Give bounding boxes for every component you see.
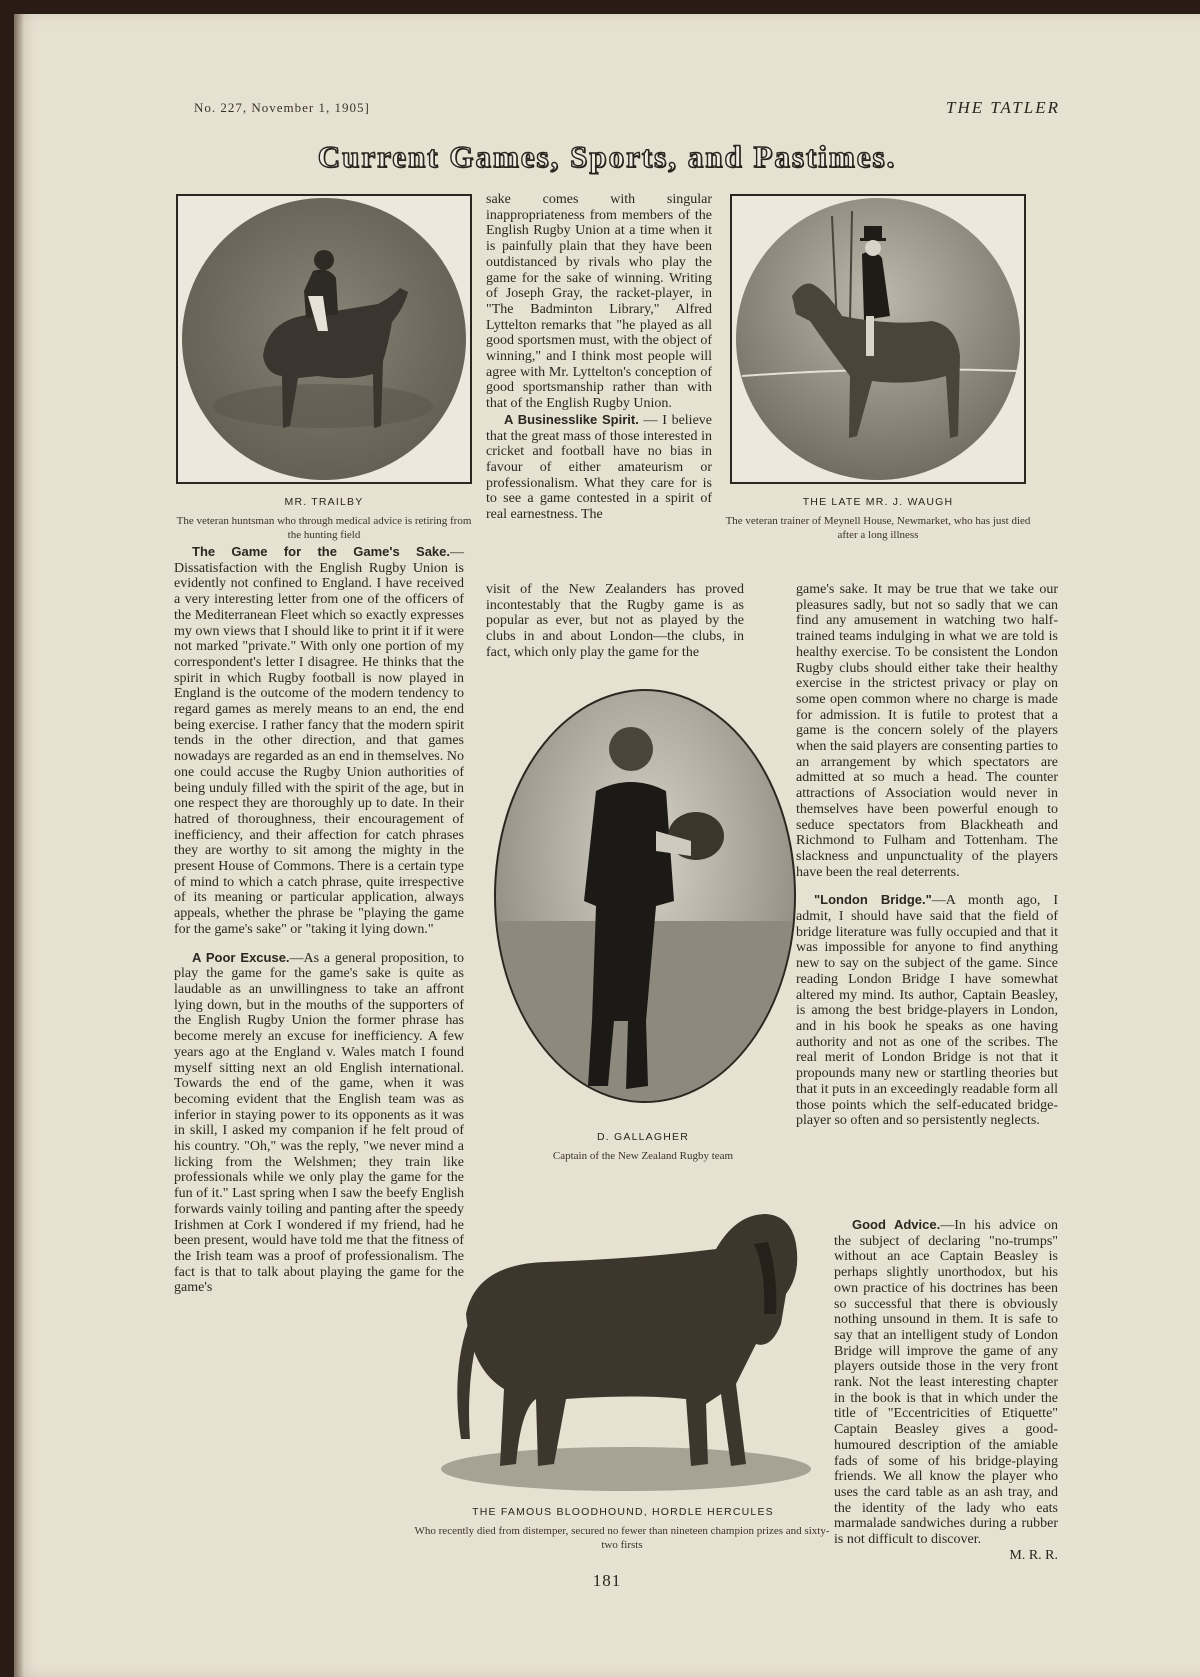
trailby-photo (176, 194, 472, 484)
gallagher-name: D. GALLAGHER (596, 1131, 689, 1143)
article-paragraph: —Dissatisfaction with the English Rugby Union is evidently not confined to England. I have received a very interesting letter from one of the officers of the Mediterranean Fleet which so exactly expresses my own views that I should like to print it if it were not marked "private." With only one portion of my correspondent's letter I disagree. He thinks that the spirit in which Rugby football is now played in England is the outcome of the modern tendency to regard games as merely means to an end, the end being exercise. I rather fancy that the modern spirit tends in the other direction, and that games nowadays are regarded as an end in themselves. No one could accuse the Rugby Union authorities of being unduly filled with the spirit of the age, but in one respect they are thoroughly up to date. In their hatred of thoroughness, their encouragement of inefficiency, and their affection for catch phrases they are worthy to sit among the mighty in the present House of Commons. There is a certain type of mind to which a catch phrase, quite irrespective of its meaning or particular application, always appeals, whether the phrase be "playing the game for the game's sake" or "taking it lying down." (174, 545, 464, 937)
article-paragraph: sake comes with singular inappropriateness from members of the English Rugby Union at a time when it is painfully plain that they have been outdistanced by rivals who play the game for the sake of winning. Writing of Joseph Gray, the racket-player, in "The Badminton Library," Alfred Lyttelton remarks that "he played as all good sportsmen must, with the object of winning," and I think most people will agree with Mr. Lyttelton's conception of good sportsmanship rather than with that of the English Rugby Union. (486, 192, 712, 412)
column-1 (174, 544, 464, 1296)
trailby-caption: The veteran huntsman who through medical advice is retiring from the hunting field (176, 515, 472, 541)
masthead: THE TATLER (946, 98, 1060, 117)
article-paragraph: game's sake. It may be true that we take our pleasures sadly, but not so sadly that we can find any amusement in watching two half-trained teams indulging in what we are told is healthy exercise. To be consistent the London Rugby clubs should either take their healthy exercise in the strictest privacy or play on some open common where no charge is made for admission. It is futile to protest that a game is the concern solely of the players when the said players are consenting parties to an arrangement by which spectators are admitted at so much a head. The counter attractions of Association would never in themselves have been powerful enough to seduce spectators from Blackheath and Richmond to Fulham and Tottenham. The slackness and unpunctuality of the players have been the real deterrents. (796, 582, 1058, 880)
bloodhound-name: THE FAMOUS BLOODHOUND, HORDLE HERCULES (472, 1506, 774, 1518)
section-heading: "London Bridge." (814, 892, 932, 908)
bloodhound-caption: Who recently died from distemper, secured no fewer than nineteen champion prizes and sixty-two firsts (414, 1525, 830, 1551)
article-paragraph: —A month ago, I admit, I should have said that the field of bridge literature was fully occupied and that it was impossible for anyone to find anything new to say on the subject of the game. Since reading London Bridge I have somewhat altered my mind. Its author, Captain Beasley, is among the best bridge-players in London, and in his book he speaks as one having authority and not as one of the scribes. The real merit of London Bridge is not that it propounds many new or startling theories but that it puts in an exceedingly readable form all those points which the self-educated bridge-player so often and so persistently neglects. (796, 893, 1058, 1129)
bloodhound-photo (436, 1174, 816, 1494)
section-heading: A Poor Excuse. (192, 949, 290, 965)
waugh-photo (730, 194, 1026, 484)
section-heading: A Businesslike Spirit. (504, 411, 639, 427)
section-heading: The Game for the Game's Sake. (192, 544, 450, 559)
article-paragraph: —In his advice on the subject of declaring "no-trumps" without an ace Captain Beasley is perhaps slightly unorthodox, but his own practice of his doctrines has been so successful that there is obviously nothing unsound in them. It is safe to say that an intelligent study of London Bridge will improve the game of any players outside those in the very front rank. Not the least interesting chapter in the book is that in which under the title of "Eccentricities of Etiquette" Captain Beasley gives a good-humoured description of the amiable fads of some of his bridge-playing friends. We all know the player who uses the card table as an ash tray, and the identity of the lady who eats marmalade sandwiches during a rubber is not difficult to discover. (834, 1218, 1059, 1548)
author-signature: M. R. R. (1009, 1547, 1058, 1563)
article-paragraph: — I believe that the great mass of those interested in cricket and football have no bias in favour of either amateurism or professionalism. What they care for is to see a game contested in a spirit of real earnestness. The (486, 412, 712, 523)
column-3-bottom (834, 1217, 1058, 1563)
page-number: 181 (592, 1571, 622, 1590)
issue-line: No. 227, November 1, 1905] (194, 100, 370, 115)
column-3 (796, 582, 1058, 1129)
page-title: Current Games, Sports, and Pastimes. (317, 139, 897, 174)
section-heading: Good Advice. (852, 1217, 941, 1232)
waugh-name: THE LATE MR. J. WAUGH (802, 496, 954, 508)
column-2-top (486, 192, 712, 523)
waugh-caption: The veteran trainer of Meynell House, Newmarket, who has just died after a long illness (725, 515, 1031, 541)
horse-rider-illustration (178, 196, 470, 482)
gallagher-caption: Captain of the New Zealand Rugby team (552, 1150, 734, 1162)
horse-rider-illustration (732, 196, 1024, 482)
bloodhound-illustration (436, 1174, 816, 1494)
magazine-page (14, 14, 1200, 1677)
column-2-continued (486, 582, 744, 661)
gallagher-photo (494, 689, 796, 1103)
trailby-name: MR. TRAILBY (284, 496, 364, 508)
rugby-player-illustration (496, 691, 794, 1101)
article-paragraph: visit of the New Zealanders has proved incontestably that the Rugby game is as popular as ever, but not as played by the clubs in and about London—the clubs, in fact, which only play the game for the (486, 582, 744, 660)
article-paragraph: —As a general proposition, to play the game for the game's sake is quite as laudable as an unwillingness to take an affront lying down, but in the mouths of the supporters of the English Rugby Union the former phrase has become merely an excuse for inefficiency. A few years ago at the England v. Wales match I found myself sitting next an old English international. Towards the end of the game, when it was becoming evident that the English team was as inferior in staying power to its opponents as it was in skill, I asked my companion if he felt proud of his country. "Oh," was the reply, "we never mind a licking from the Welshmen; they train like professionals while we only play the game for the fun of it." Last spring when I saw the beefy English forwards vainly toiling and panting after the speedy Irishmen at Cork I wondered if my friend, had he been present, would have told me that the fitness of the Irish team was a proof of professionalism. The fact is that to talk about playing the game for the game's (174, 950, 464, 1296)
page-fold-shadow (14, 14, 24, 1677)
